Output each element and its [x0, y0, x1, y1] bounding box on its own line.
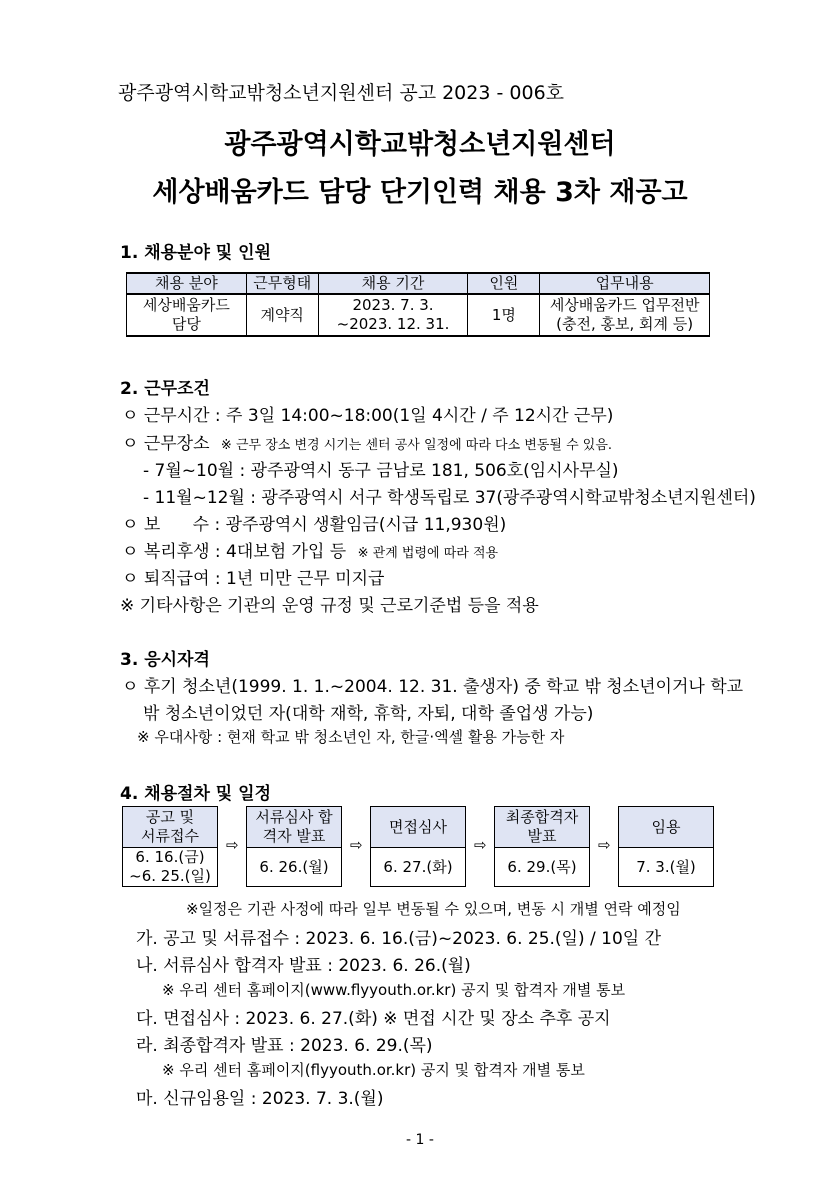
work-place-2: - 11월~12월 : 광주광역시 서구 학생독립로 37(광주광역시학교밖청소년지원센터) [143, 488, 756, 508]
welfare [122, 537, 498, 562]
process-step-label: 임용 [619, 807, 713, 848]
arrow-icon: ⇨ [226, 836, 239, 854]
work-hours: ㅇ 근무시간 : 주 3일 14:00~18:00(1일 4시간 / 주 12시간 근무) [122, 406, 614, 426]
process-step-label: 최종합격자 발표 [495, 807, 589, 848]
schedule-ga: 가. 공고 및 서류접수 : 2023. 6. 16.(금)~2023. 6. 25.(일) / 10일 간 [136, 929, 662, 949]
schedule-na-note: ※ 우리 센터 홈페이지(www.flyyouth.or.kr) 공지 및 합격자 개별 통보 [162, 981, 626, 999]
process-step-date: 7. 3.(월) [636, 857, 696, 876]
schedule-da: 다. 면접심사 : 2023. 6. 27.(화) ※ 면접 시간 및 장소 추후 공지 [136, 1009, 611, 1029]
table-header-cell: 채용 분야 [127, 273, 247, 294]
cell-line: 담당 [171, 315, 201, 333]
section1-heading: 1. 채용분야 및 인원 [120, 243, 271, 263]
recruitment-table [126, 272, 710, 337]
schedule-na: 나. 서류심사 합격자 발표 : 2023. 6. 26.(월) [136, 956, 471, 976]
process-step-1 [122, 806, 218, 887]
arrow-icon: ⇨ [598, 836, 611, 854]
severance: ㅇ 퇴직급여 : 1년 미만 근무 미지급 [122, 569, 385, 589]
preference: ※ 우대사항 : 현재 학교 밖 청소년인 자, 한글·엑셀 활용 가능한 자 [137, 728, 565, 746]
arrow-icon: ⇨ [474, 836, 487, 854]
table-header-cell: 인원 [468, 273, 540, 294]
work-place-1: - 7월~10월 : 광주광역시 동구 금남로 181, 506호(임시사무실) [143, 461, 619, 481]
process-step-5 [618, 806, 714, 887]
process-step-date: 6. 26.(월) [259, 857, 329, 876]
date-line: 6. 16.(금) [135, 848, 205, 866]
table-header-row [127, 273, 710, 294]
cell-line: 2023. 7. 3. [352, 296, 434, 314]
date-line: ~6. 25.(일) [129, 867, 211, 885]
welfare-text: ㅇ 복리후생 : 4대보험 가입 등 [122, 542, 347, 562]
etc-note: ※ 기타사항은 기관의 운영 규정 및 근로기준법 등을 적용 [120, 596, 539, 616]
schedule-ra: 라. 최종합격자 발표 : 2023. 6. 29.(목) [136, 1036, 433, 1056]
table-cell-type: 계약직 [246, 294, 318, 336]
schedule-note: ※일정은 기관 사정에 따라 일부 변동될 수 있으며, 변동 시 개별 연락 예정임 [186, 900, 681, 918]
process-step-date [123, 848, 217, 886]
page-title-line1: 광주광역시학교밖청소년지원센터 [224, 129, 616, 160]
welfare-note: ※ 관계 법령에 따라 적용 [357, 546, 499, 561]
process-step-label: 면접심사 [371, 807, 465, 848]
pay: ㅇ 보 수 : 광주광역시 생활임금(시급 11,930원) [122, 515, 507, 535]
table-header-cell: 업무내용 [540, 273, 710, 294]
process-step-date: 6. 27.(화) [383, 857, 453, 876]
process-step-4 [494, 806, 590, 887]
page-title-line2: 세상배움카드 담당 단기인력 채용 3차 재공고 [152, 177, 688, 208]
cell-line: 세상배움카드 업무전반 [549, 296, 700, 314]
section2-heading: 2. 근무조건 [120, 379, 210, 399]
process-step-2 [246, 806, 342, 887]
work-place-label: ㅇ 근무장소 [122, 434, 210, 454]
table-header-cell: 채용 기간 [318, 273, 468, 294]
section3-heading: 3. 응시자격 [120, 650, 210, 670]
table-header-cell: 근무형태 [246, 273, 318, 294]
process-step-date: 6. 29.(목) [507, 857, 577, 876]
cell-line: ~2023. 12. 31. [336, 315, 450, 333]
eligibility-line2: 밖 청소년이었던 자(대학 재학, 휴학, 자퇴, 대학 졸업생 가능) [143, 704, 594, 724]
work-place-note: ※ 근무 장소 변경 시기는 센터 공사 일정에 따라 다소 변동될 수 있음. [220, 438, 613, 453]
section4-heading: 4. 채용절차 및 일정 [120, 784, 271, 804]
cell-line: (충전, 홍보, 회계 등) [556, 315, 694, 333]
table-cell-count: 1명 [468, 294, 540, 336]
process-step-label: 공고 및 서류접수 [123, 807, 217, 848]
process-step-3 [370, 806, 466, 887]
table-cell-period [318, 294, 468, 336]
notice-number: 광주광역시학교밖청소년지원센터 공고 2023 - 006호 [118, 82, 565, 104]
schedule-ra-note: ※ 우리 센터 홈페이지(flyyouth.or.kr) 공지 및 합격자 개별 통보 [162, 1061, 585, 1079]
schedule-ma: 마. 신규임용일 : 2023. 7. 3.(월) [136, 1089, 384, 1109]
page-number: - 1 - [406, 1132, 434, 1148]
work-place [122, 429, 612, 454]
arrow-icon: ⇨ [350, 836, 363, 854]
process-step-label: 서류심사 합격자 발표 [247, 807, 341, 848]
table-row [127, 294, 710, 336]
table-cell-duty [540, 294, 710, 336]
cell-line: 세상배움카드 [142, 296, 230, 314]
eligibility-line1: ㅇ 후기 청소년(1999. 1. 1.~2004. 12. 31. 출생자) 중 학교 밖 청소년이거나 학교 [122, 677, 744, 697]
table-cell-field [127, 294, 247, 336]
